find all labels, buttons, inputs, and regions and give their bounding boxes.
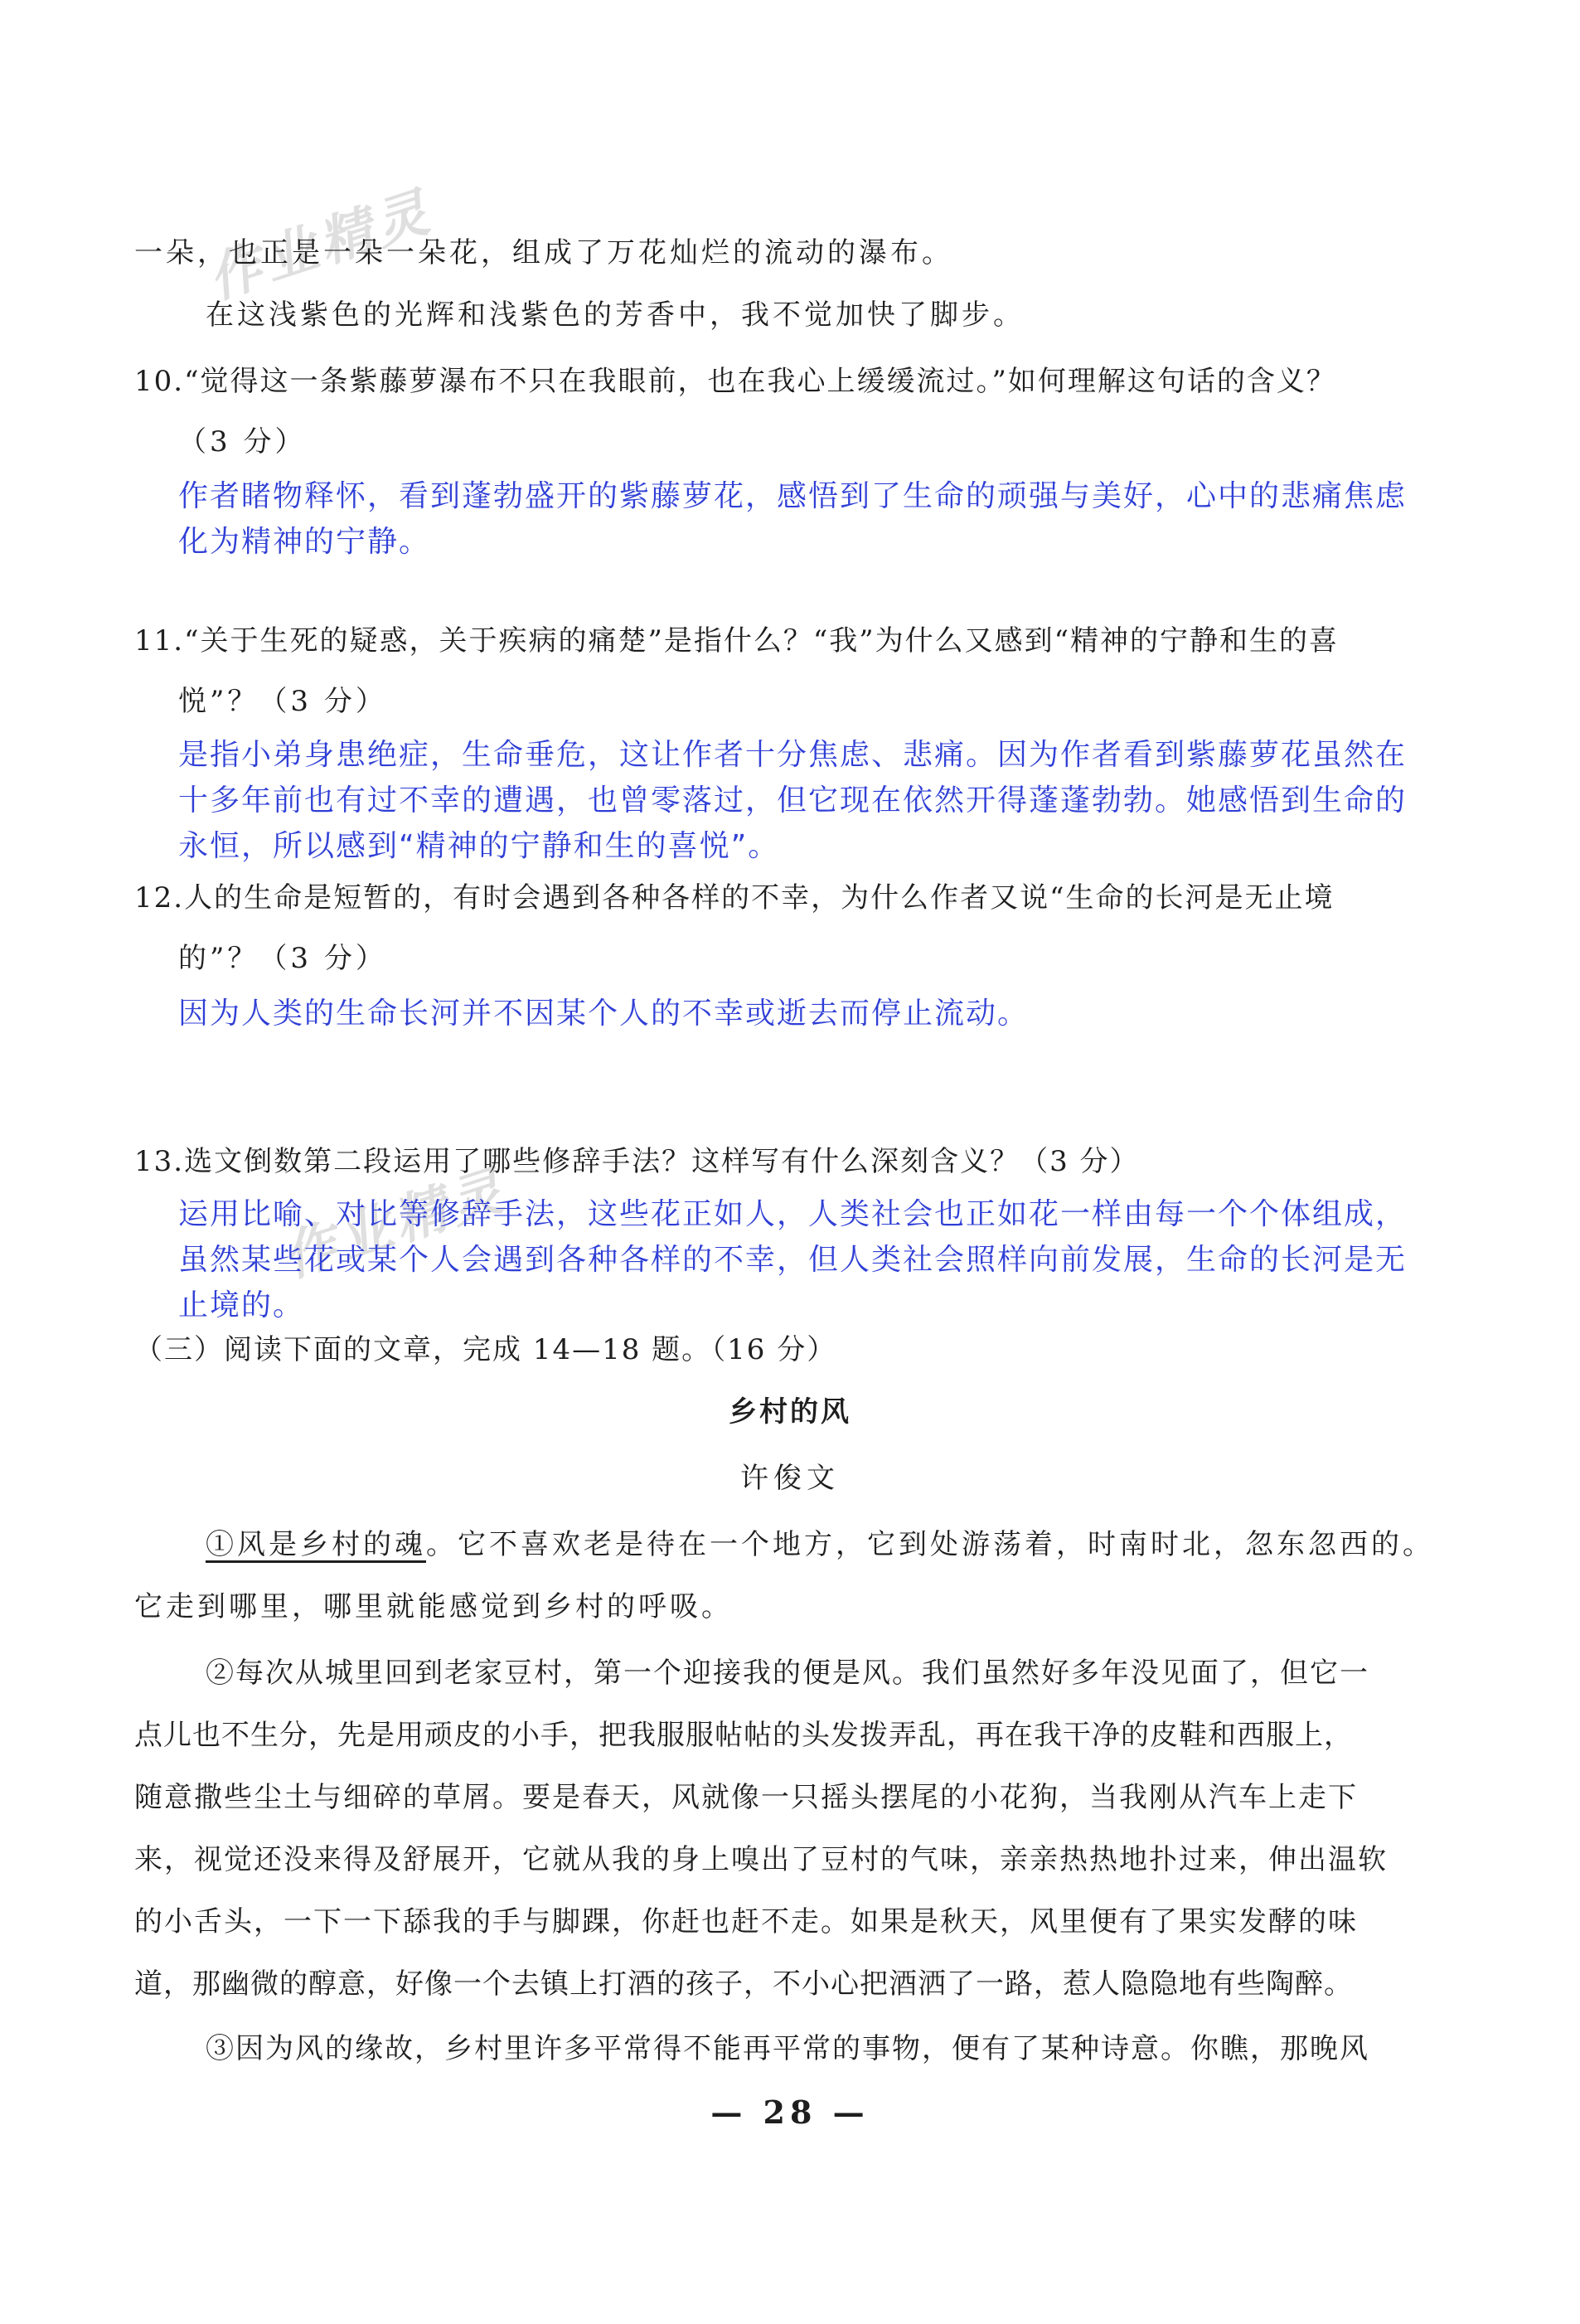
article-author: 许俊文 [740,1462,840,1495]
answer-11-line-3: 永恒，所以感到“精神的宁静和生的喜悦”。 [178,829,780,863]
article-p2-line-4: 来，视觉还没来得及舒展开，它就从我的身上嗅出了豆村的气味，亲亲热热地扑过来，伸出温软 [134,1843,1388,1876]
article-p1-line-1 [206,1526,1434,1564]
article-p2-line-3: 随意撒些尘土与细碎的草屑。要是春天，风就像一只摇头摆尾的小花狗，当我刚从汽车上走下 [134,1781,1358,1814]
question-10-score: （3 分） [178,425,307,458]
question-12-line-1: 12.人的生命是短暂的，有时会遇到各种各样的不幸，为什么作者又说“生命的长河是无止境 [134,881,1335,915]
answer-13-line-2: 虽然某些花或某个人会遇到各种各样的不幸，但人类社会照样向前发展，生命的长河是无 [178,1243,1408,1277]
question-10-line-1: 10.“觉得这一条紫藤萝瀑布不只在我眼前，也在我心上缓缓流过。”如何理解这句话的含义？ [134,365,1336,398]
answer-10-line-2: 化为精神的宁静。 [178,525,431,559]
answer-13-line-1: 运用比喻、对比等修辞手法，这些花正如人，人类社会也正如花一样由每一个个体组成， [178,1197,1408,1231]
answer-12-line-1: 因为人类的生命长河并不因某个人的不幸或逝去而停止流动。 [178,997,1030,1031]
answer-11-line-1: 是指小弟身患绝症，生命垂危，这让作者十分焦虑、悲痛。因为作者看到紫藤萝花虽然在 [178,738,1408,772]
article-title: 乡村的风 [729,1395,851,1429]
article-p1-line-2: 它走到哪里，哪里就能感觉到乡村的呼吸。 [134,1590,733,1623]
passage-line-1: 一朵，也正是一朵一朵花，组成了万花灿烂的流动的瀑布。 [134,236,953,269]
answer-13-line-3: 止境的。 [178,1288,305,1322]
article-p2-line-6: 道，那幽微的醇意，好像一个去镇上打酒的孩子，不小心把酒洒了一路，惹人隐隐地有些陶醉。 [134,1967,1353,2001]
article-p2-line-5: 的小舌头，一下一下舔我的手与脚踝，你赶也赶不走。如果是秋天，风里便有了果实发酵的味 [134,1905,1358,1938]
question-12-line-2: 的”？（3 分） [178,942,387,975]
watermark-middle: 作业精灵 [275,1159,516,1290]
answer-10-line-1: 作者睹物释怀，看到蓬勃盛开的紫藤萝花，感悟到了生命的顽强与美好，心中的悲痛焦虑 [178,479,1408,513]
watermark-top: 作业精灵 [201,181,441,312]
passage-line-2: 在这浅紫色的光辉和浅紫色的芳香中，我不觉加快了脚步。 [206,298,1025,332]
question-13-line-1: 13.选文倒数第二段运用了哪些修辞手法？这样写有什么深刻含义？（3 分） [134,1145,1140,1178]
article-p3-line-1: ③因为风的缘故，乡村里许多平常得不能再平常的事物，便有了某种诗意。你瞧，那晚风 [206,2032,1369,2065]
article-p2-line-1: ②每次从城里回到老家豆村，第一个迎接我的便是风。我们虽然好多年没见面了，但它一 [206,1657,1369,1690]
answer-11-line-2: 十多年前也有过不幸的遭遇，也曾零落过，但它现在依然开得蓬蓬勃勃。她感悟到生命的 [178,784,1408,818]
page-number: — 28 — [710,2094,870,2131]
section-3-instruction: （三）阅读下面的文章，完成 14—18 题。（16 分） [134,1333,837,1366]
question-11-line-1: 11.“关于生死的疑惑，关于疾病的痛楚”是指什么？“我”为什么又感到“精神的宁静和生的喜 [134,624,1339,657]
question-11-line-2: 悦”？（3 分） [178,685,387,718]
article-p1-rest: 。它不喜欢老是待在一个地方，它到处游荡着，时南时北，忽东忽西的。 [426,1528,1434,1561]
article-p1-underlined: ①风是乡村的魂 [206,1528,426,1561]
article-p2-line-2: 点儿也不生分，先是用顽皮的小手，把我服服帖帖的头发拨弄乱，再在我干净的皮鞋和西服上， [134,1719,1353,1752]
